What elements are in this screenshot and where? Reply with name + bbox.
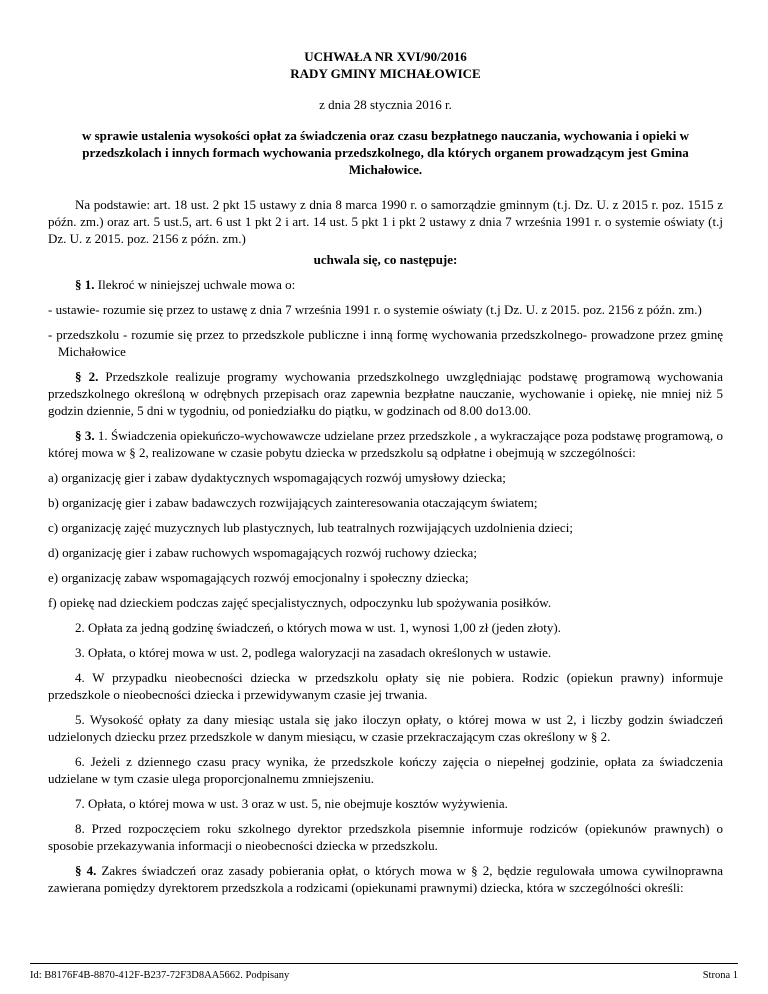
document-content: [48, 48, 723, 896]
footer-divider: [30, 963, 738, 964]
document-subject: w sprawie ustalenia wysokości opłat za świadczenia oraz czasu bezpłatnego nauczania, wychowania i opieki w przedszkolach i innych formach wychowania przedszkolnego, dla których organem prowadzącym jest Gmina Michałowice.: [81, 128, 690, 177]
section-3-point: 8. Przed rozpoczęciem roku szkolnego dyrektor przedszkola pisemnie informuje rodziców (opiekunów prawnych) o sposobie przekazywania informacji o nieobecności dziecka w przedszkolu.: [48, 821, 723, 853]
section-3-point: 4. W przypadku nieobecności dziecka w przedszkolu opłaty się nie pobiera. Rodzic (opiekun prawny) informuje przedszkole o nieobecności dziecka i przewidywanym czasie jej trwania.: [48, 670, 723, 702]
section-1: [48, 276, 723, 293]
section-3-point: 3. Opłata, o której mowa w ust. 2, podlega waloryzacji na zasadach określonych w ustawie.: [75, 645, 552, 660]
section-3-point: 5. Wysokość opłaty za dany miesiąc ustala się jako iloczyn opłaty, o której mowa w ust 2, i liczby godzin świadczeń udzielonych dziecku przez przedszkole w danym miesiącu, w czasie przekraczającym czas określony w § 2.: [48, 712, 723, 744]
list-item: b) organizację gier i zabaw badawczych rozwijających zainteresowania otaczającym światem;: [48, 495, 538, 510]
list-item: a) organizację gier i zabaw dydaktycznych wspomagających rozwój umysłowy dziecka;: [48, 470, 506, 485]
section-1-text: Ilekroć w niniejszej uchwale mowa o:: [94, 277, 296, 292]
definition-item: - przedszkolu - rozumie się przez to przedszkole publiczne i inną formę wychowania przedszkolnego- prowadzone przez gminę Michałowice: [48, 327, 723, 359]
footer-page-number: Strona 1: [702, 970, 738, 981]
list-item: f) opiekę nad dzieckiem podczas zajęć specjalistycznych, odpoczynku lub spożywania posiłków.: [48, 595, 552, 610]
section-2-text: Przedszkole realizuje programy wychowania przedszkolnego uwzględniając podstawę programową wychowania przedszkolnego określoną w odrębnych przepisach oraz zapewnia bezpłatne nauczanie, wychowanie i opiekę, nie mniej niż 5 godzin dziennie, 5 dni w tygodniu, od poniedziałku do piątku, w godzinach od 8.00 do13.00.: [48, 369, 724, 418]
section-3-point: 2. Opłata za jedną godzinę świadczeń, o których mowa w ust. 1, wynosi 1,00 zł (jeden złoty).: [75, 620, 561, 635]
section-3-point: 6. Jeżeli z dziennego czasu pracy wynika, że przedszkole kończy zajęcia o niepełnej godzinie, opłata za świadczenia udzielane w tym czasie ulega proporcjonalnemu zmniejszeniu.: [48, 754, 723, 786]
document-title-line1: UCHWAŁA NR XVI/90/2016: [304, 49, 467, 64]
list-item: c) organizację zajęć muzycznych lub plastycznych, lub teatralnych rozwijających uzdolnienia dzieci;: [48, 520, 573, 535]
section-4-text: Zakres świadczeń oraz zasady pobierania opłat, o których mowa w § 2, będzie regulowała umowa cywilnoprawna zawierana pomiędzy dyrektorem przedszkola a rodzicami (opiekunami prawnymi) dziecka, która w szczególności określi:: [48, 863, 724, 895]
section-3-point: 7. Opłata, o której mowa w ust. 3 oraz w ust. 5, nie obejmuje kosztów wyżywienia.: [75, 796, 508, 811]
resolution-clause: uchwala się, co następuje:: [313, 252, 458, 267]
footer-document-id: Id: B8176F4B-8870-412F-B237-72F3D8AA5662. Podpisany: [30, 970, 290, 981]
section-3: [48, 427, 723, 461]
section-2: [48, 368, 723, 419]
document-date: z dnia 28 stycznia 2016 r.: [319, 97, 452, 112]
list-item: d) organizację gier i zabaw ruchowych wspomagających rozwój ruchowy dziecka;: [48, 545, 477, 560]
section-3-text: 1. Świadczenia opiekuńczo-wychowawcze udzielane przez przedszkole , a wykraczające poza podstawę programową, o której mowa w § 2, realizowane w czasie pobytu dziecka w przedszkolu są odpłatne i obejmują w szczególności:: [48, 428, 724, 460]
definition-item: - ustawie- rozumie się przez to ustawę z dnia 7 września 1991 r. o systemie oświaty (t.j Dz. U. z 2015. poz. 2156 z późn. zm.): [48, 302, 702, 317]
section-3-label: § 3.: [75, 428, 95, 443]
legal-basis: Na podstawie: art. 18 ust. 2 pkt 15 ustawy z dnia 8 marca 1990 r. o samorządzie gminnym (t.j. Dz. U. z 2015 r. poz. 1515 z późn. zm.) oraz art. 5 ust.5, art. 6 ust 1 pkt 2 i art. 14 ust. 5 pkt 1 i pkt 2 ustawy z dnia 7 września 1991 r. o systemie oświaty (t.j Dz. U. z 2015. poz. 2156 z późn. zm.): [48, 197, 723, 246]
section-2-label: § 2.: [75, 369, 99, 384]
section-4-label: § 4.: [75, 863, 97, 878]
section-1-label: § 1.: [75, 277, 95, 292]
list-item: e) organizację zabaw wspomagających rozwój emocjonalny i społeczny dziecka;: [48, 570, 469, 585]
section-4: [48, 862, 723, 896]
document-title-line2: RADY GMINY MICHAŁOWICE: [290, 66, 481, 81]
